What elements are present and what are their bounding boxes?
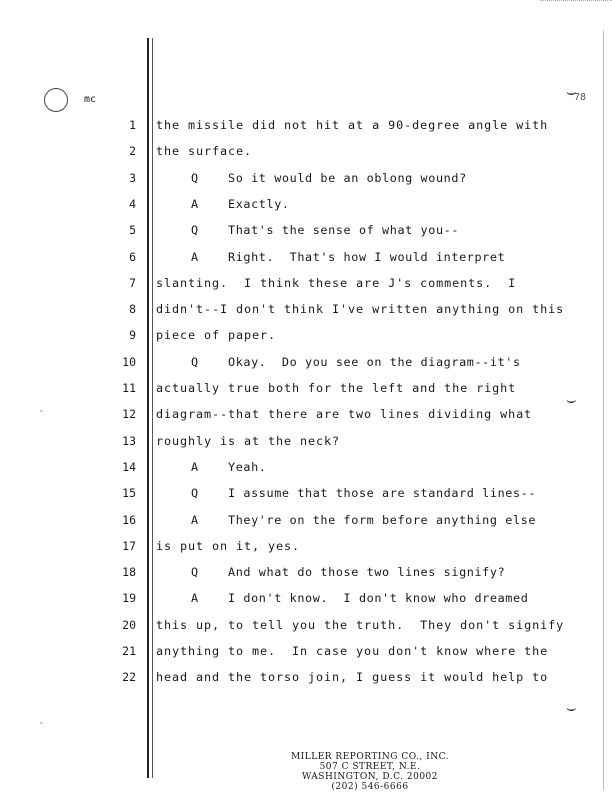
reporter-footer <box>250 752 490 792</box>
transcript-line-text: I don't know. I don't know who dreamed <box>228 591 529 605</box>
checkmark-icon: ⌣ <box>566 698 577 717</box>
transcript-line-text: They're on the form before anything else <box>228 513 537 527</box>
reporter-initials: mc <box>84 94 97 105</box>
line-number: 17 <box>122 539 136 553</box>
transcript-line-text: Okay. Do you see on the diagram--it's <box>228 355 521 369</box>
transcript-line-text: piece of paper. <box>156 328 277 342</box>
speaker-label: A <box>191 513 199 527</box>
line-number: 9 <box>129 328 136 342</box>
speaker-label: A <box>191 197 199 211</box>
transcript-line-text: I assume that those are standard lines-- <box>228 486 537 500</box>
line-number: 21 <box>122 644 136 658</box>
line-number: 18 <box>122 565 136 579</box>
transcript-line-text: And what do those two lines signify? <box>228 565 506 579</box>
line-number: 12 <box>122 407 136 421</box>
line-number: 1 <box>129 118 136 132</box>
margin-rule-right <box>603 30 604 790</box>
transcript-line-text: is put on it, yes. <box>156 539 301 553</box>
checkmark-icon: ⌣ <box>566 390 577 409</box>
transcript-line-text: Exactly. <box>228 197 290 211</box>
checkmark-icon: ⌣ <box>566 82 577 101</box>
speaker-label: A <box>191 460 199 474</box>
speaker-label: Q <box>191 223 199 237</box>
line-number: 5 <box>129 223 136 237</box>
line-number: 14 <box>122 460 136 474</box>
transcript-line-text: That's the sense of what you-- <box>228 223 460 237</box>
scan-speck-icon: ˎ <box>38 711 45 724</box>
speaker-label: A <box>191 591 199 605</box>
line-number: 11 <box>122 381 136 395</box>
margin-rule-left <box>147 38 149 778</box>
transcript-line-text: slanting. I think these are J's comments. I <box>156 276 517 290</box>
transcript-line-text: So it would be an oblong wound? <box>228 171 467 185</box>
line-number: 4 <box>129 197 136 211</box>
line-number: 15 <box>122 486 136 500</box>
footer-street: 507 C STREET, N.E. <box>319 762 421 772</box>
line-number: 2 <box>129 144 136 158</box>
footer-phone: (202) 546-6666 <box>331 782 409 792</box>
speaker-label: Q <box>191 355 199 369</box>
margin-rule-inner <box>152 38 153 778</box>
reporter-initials-circle-icon <box>44 88 68 112</box>
transcript-line-text: head and the torso join, I guess it would help to <box>156 670 549 684</box>
transcript-line-text: didn't--I don't think I've written anything on this <box>156 302 565 316</box>
speaker-label: Q <box>191 565 199 579</box>
transcript-line-text: this up, to tell you the truth. They don't signify <box>156 618 565 632</box>
scan-artifact <box>540 0 612 5</box>
line-number: 7 <box>129 276 136 290</box>
transcript-line-text: roughly is at the neck? <box>156 434 341 448</box>
speaker-label: A <box>191 250 199 264</box>
transcript-line-text: Yeah. <box>228 460 267 474</box>
page-number: 78 <box>574 92 587 103</box>
transcript-line-text: anything to me. In case you don't know where the <box>156 644 549 658</box>
line-number: 20 <box>122 618 136 632</box>
transcript-line-text: the surface. <box>156 144 253 158</box>
line-number: 10 <box>122 355 136 369</box>
transcript-line-text: Right. That's how I would interpret <box>228 250 506 264</box>
scan-speck-icon: ˎ <box>38 399 45 412</box>
transcript-line-text: the missile did not hit at a 90-degree angle with <box>156 118 549 132</box>
speaker-label: Q <box>191 171 199 185</box>
speaker-label: Q <box>191 486 199 500</box>
line-number: 8 <box>129 302 136 316</box>
line-number: 6 <box>129 250 136 264</box>
footer-city: WASHINGTON, D.C. 20002 <box>301 772 438 782</box>
transcript-line-text: actually true both for the left and the right <box>156 381 517 395</box>
line-number: 19 <box>122 591 136 605</box>
line-number: 13 <box>122 434 136 448</box>
line-number: 16 <box>122 513 136 527</box>
line-number: 22 <box>122 670 136 684</box>
footer-company: MILLER REPORTING CO., INC. <box>291 752 449 762</box>
line-number: 3 <box>129 171 136 185</box>
transcript-line-text: diagram--that there are two lines dividing what <box>156 407 533 421</box>
